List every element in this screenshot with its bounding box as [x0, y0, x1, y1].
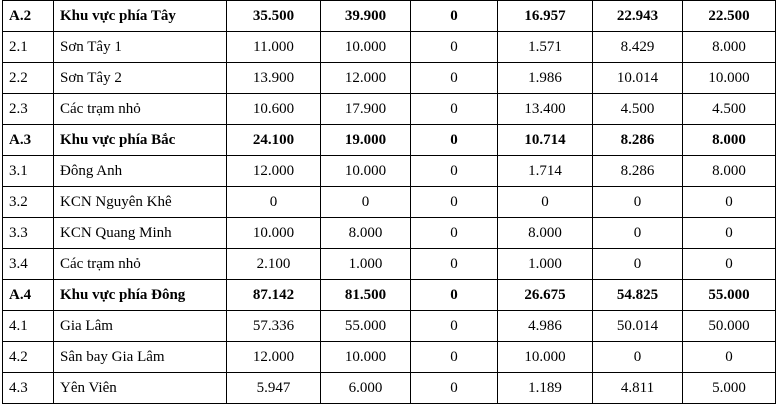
capacity-table: [2, 0, 776, 404]
value-cell-1: 35.500: [227, 1, 321, 32]
value-cell-5: 0: [593, 342, 683, 373]
area-name-cell: Yên Viên: [54, 373, 227, 404]
table-row: [3, 32, 776, 63]
value-cell-3: 0: [411, 218, 498, 249]
value-cell-5: 8.286: [593, 125, 683, 156]
value-cell-2: 39.900: [321, 1, 411, 32]
value-cell-4: 1.714: [498, 156, 593, 187]
value-cell-4: 10.714: [498, 125, 593, 156]
value-cell-5: 0: [593, 187, 683, 218]
value-cell-6: 50.000: [683, 311, 776, 342]
area-name-cell: Khu vực phía Tây: [54, 1, 227, 32]
value-cell-2: 0: [321, 187, 411, 218]
value-cell-6: 10.000: [683, 63, 776, 94]
value-cell-2: 6.000: [321, 373, 411, 404]
row-number-cell: 2.2: [3, 63, 54, 94]
row-number-cell: 4.2: [3, 342, 54, 373]
area-name-cell: Khu vực phía Đông: [54, 280, 227, 311]
value-cell-1: 13.900: [227, 63, 321, 94]
value-cell-4: 1.000: [498, 249, 593, 280]
value-cell-3: 0: [411, 342, 498, 373]
value-cell-1: 57.336: [227, 311, 321, 342]
value-cell-6: 5.000: [683, 373, 776, 404]
value-cell-2: 81.500: [321, 280, 411, 311]
value-cell-5: 4.500: [593, 94, 683, 125]
value-cell-6: 0: [683, 249, 776, 280]
value-cell-5: 10.014: [593, 63, 683, 94]
value-cell-1: 11.000: [227, 32, 321, 63]
area-name-cell: Khu vực phía Bắc: [54, 125, 227, 156]
value-cell-2: 10.000: [321, 342, 411, 373]
row-number-cell: 2.1: [3, 32, 54, 63]
value-cell-1: 0: [227, 187, 321, 218]
table-row: [3, 373, 776, 404]
area-name-cell: Sơn Tây 2: [54, 63, 227, 94]
value-cell-5: 0: [593, 218, 683, 249]
value-cell-5: 4.811: [593, 373, 683, 404]
value-cell-4: 13.400: [498, 94, 593, 125]
value-cell-4: 8.000: [498, 218, 593, 249]
table-row: [3, 156, 776, 187]
value-cell-3: 0: [411, 94, 498, 125]
value-cell-3: 0: [411, 125, 498, 156]
value-cell-2: 10.000: [321, 156, 411, 187]
row-number-cell: 4.3: [3, 373, 54, 404]
value-cell-1: 2.100: [227, 249, 321, 280]
value-cell-3: 0: [411, 63, 498, 94]
value-cell-3: 0: [411, 1, 498, 32]
value-cell-2: 17.900: [321, 94, 411, 125]
area-name-cell: Sơn Tây 1: [54, 32, 227, 63]
value-cell-3: 0: [411, 280, 498, 311]
value-cell-5: 22.943: [593, 1, 683, 32]
table-group-row: [3, 1, 776, 32]
value-cell-2: 10.000: [321, 32, 411, 63]
value-cell-6: 8.000: [683, 125, 776, 156]
value-cell-4: 1.571: [498, 32, 593, 63]
value-cell-1: 10.600: [227, 94, 321, 125]
value-cell-4: 1.189: [498, 373, 593, 404]
row-number-cell: A.3: [3, 125, 54, 156]
value-cell-5: 0: [593, 249, 683, 280]
table-row: [3, 311, 776, 342]
area-name-cell: Các trạm nhỏ: [54, 94, 227, 125]
value-cell-4: 0: [498, 187, 593, 218]
value-cell-4: 16.957: [498, 1, 593, 32]
value-cell-6: 0: [683, 187, 776, 218]
value-cell-3: 0: [411, 311, 498, 342]
table-body: [3, 1, 776, 404]
value-cell-4: 1.986: [498, 63, 593, 94]
row-number-cell: A.2: [3, 1, 54, 32]
table-row: [3, 218, 776, 249]
value-cell-1: 87.142: [227, 280, 321, 311]
value-cell-1: 12.000: [227, 342, 321, 373]
area-name-cell: Đông Anh: [54, 156, 227, 187]
value-cell-5: 54.825: [593, 280, 683, 311]
value-cell-1: 5.947: [227, 373, 321, 404]
value-cell-6: 55.000: [683, 280, 776, 311]
value-cell-6: 4.500: [683, 94, 776, 125]
value-cell-3: 0: [411, 156, 498, 187]
value-cell-6: 22.500: [683, 1, 776, 32]
table-group-row: [3, 125, 776, 156]
value-cell-5: 50.014: [593, 311, 683, 342]
value-cell-2: 1.000: [321, 249, 411, 280]
value-cell-3: 0: [411, 187, 498, 218]
value-cell-1: 24.100: [227, 125, 321, 156]
value-cell-3: 0: [411, 249, 498, 280]
value-cell-2: 8.000: [321, 218, 411, 249]
table-group-row: [3, 280, 776, 311]
value-cell-6: 8.000: [683, 32, 776, 63]
value-cell-6: 0: [683, 342, 776, 373]
area-name-cell: KCN Nguyên Khê: [54, 187, 227, 218]
row-number-cell: A.4: [3, 280, 54, 311]
value-cell-1: 10.000: [227, 218, 321, 249]
table-row: [3, 94, 776, 125]
table-row: [3, 342, 776, 373]
table-row: [3, 187, 776, 218]
value-cell-2: 12.000: [321, 63, 411, 94]
value-cell-3: 0: [411, 373, 498, 404]
value-cell-5: 8.286: [593, 156, 683, 187]
row-number-cell: 3.4: [3, 249, 54, 280]
value-cell-4: 26.675: [498, 280, 593, 311]
row-number-cell: 3.1: [3, 156, 54, 187]
row-number-cell: 2.3: [3, 94, 54, 125]
value-cell-6: 0: [683, 218, 776, 249]
area-name-cell: Sân bay Gia Lâm: [54, 342, 227, 373]
value-cell-1: 12.000: [227, 156, 321, 187]
table-row: [3, 249, 776, 280]
value-cell-4: 4.986: [498, 311, 593, 342]
value-cell-6: 8.000: [683, 156, 776, 187]
value-cell-5: 8.429: [593, 32, 683, 63]
value-cell-2: 55.000: [321, 311, 411, 342]
area-name-cell: Gia Lâm: [54, 311, 227, 342]
area-name-cell: Các trạm nhỏ: [54, 249, 227, 280]
value-cell-4: 10.000: [498, 342, 593, 373]
value-cell-3: 0: [411, 32, 498, 63]
row-number-cell: 3.3: [3, 218, 54, 249]
area-name-cell: KCN Quang Minh: [54, 218, 227, 249]
table-row: [3, 63, 776, 94]
value-cell-2: 19.000: [321, 125, 411, 156]
row-number-cell: 4.1: [3, 311, 54, 342]
row-number-cell: 3.2: [3, 187, 54, 218]
